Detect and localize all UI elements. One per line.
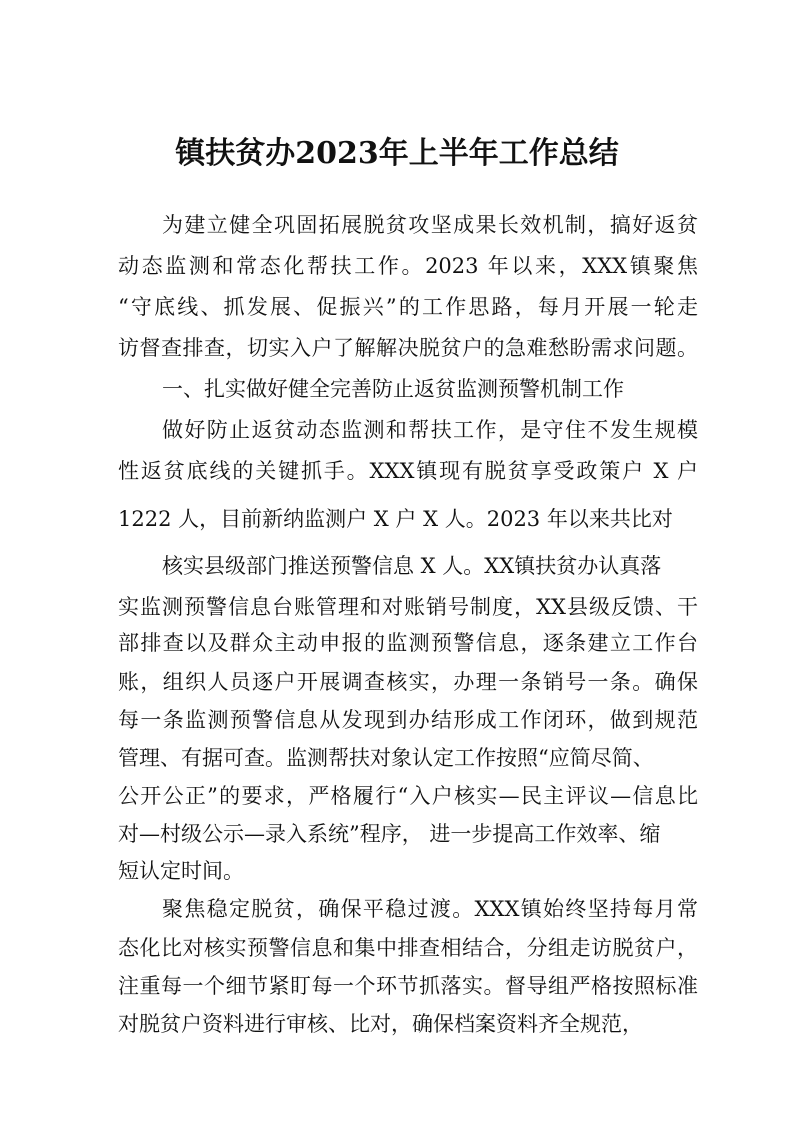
paragraph-line: 态化比对核实预警信息和集中排查相结合，分组走访脱贫户，	[118, 936, 698, 960]
paragraph-line: 对脱贫户资料进行审核、比对，确保档案资料齐全规范，	[118, 1012, 643, 1036]
paragraph-line: 为建立健全巩固拓展脱贫攻坚成果长效机制，搞好返贫	[162, 213, 698, 237]
paragraph-line: 核实县级部门推送预警信息 X 人。XX镇扶贫办认真落	[162, 554, 662, 578]
paragraph-line: “守底线、抓发展、促振兴”的工作思路，每月开展一轮走	[118, 295, 698, 319]
paragraph-line: 管理、有据可查。监测帮扶对象认定工作按照“应简尽简、	[118, 746, 654, 770]
paragraph-line: 聚焦稳定脱贫，确保平稳过渡。XXX镇始终坚持每月常	[162, 897, 698, 921]
paragraph-line: 公开公正”的要求，严格履行“入户核实—民主评议—信息比	[118, 784, 698, 808]
section-heading: 一、扎实做好健全完善防止返贫监测预警机制工作	[162, 377, 624, 401]
paragraph-line: 对—村级公示—录入系统”程序， 进一步提高工作效率、缩	[118, 822, 661, 846]
paragraph-line: 1222 人，目前新纳监测户 X 户 X 人。2023 年以来共比对	[118, 507, 673, 531]
paragraph-line: 做好防止返贫动态监测和帮扶工作，是守住不发生规模	[162, 418, 698, 442]
document-title: 镇扶贫办2023年上半年工作总结	[175, 136, 619, 171]
paragraph-line: 账，组织人员逐户开展调查核实，办理一条销号一条。确保	[118, 670, 698, 694]
paragraph-line: 部排查以及群众主动申报的监测预警信息，逐条建立工作台	[118, 631, 698, 655]
paragraph-line: 每一条监测预警信息从发现到办结形成工作闭环，做到规范	[118, 708, 698, 732]
paragraph-line: 短认定时间。	[118, 859, 244, 883]
paragraph-line: 注重每一个细节紧盯每一个环节抓落实。督导组严格按照标准	[118, 974, 698, 998]
paragraph-line: 性返贫底线的关键抓手。XXX镇现有脱贫享受政策户 X 户	[118, 459, 698, 483]
paragraph-line: 实监测预警信息台账管理和对账销号制度，XX县级反馈、干	[118, 595, 698, 619]
paragraph-line: 访督查排查，切实入户了解解决脱贫户的急难愁盼需求问题。	[118, 336, 698, 360]
paragraph-line: 动态监测和常态化帮扶工作。2023 年以来，XXX镇聚焦	[118, 254, 698, 278]
